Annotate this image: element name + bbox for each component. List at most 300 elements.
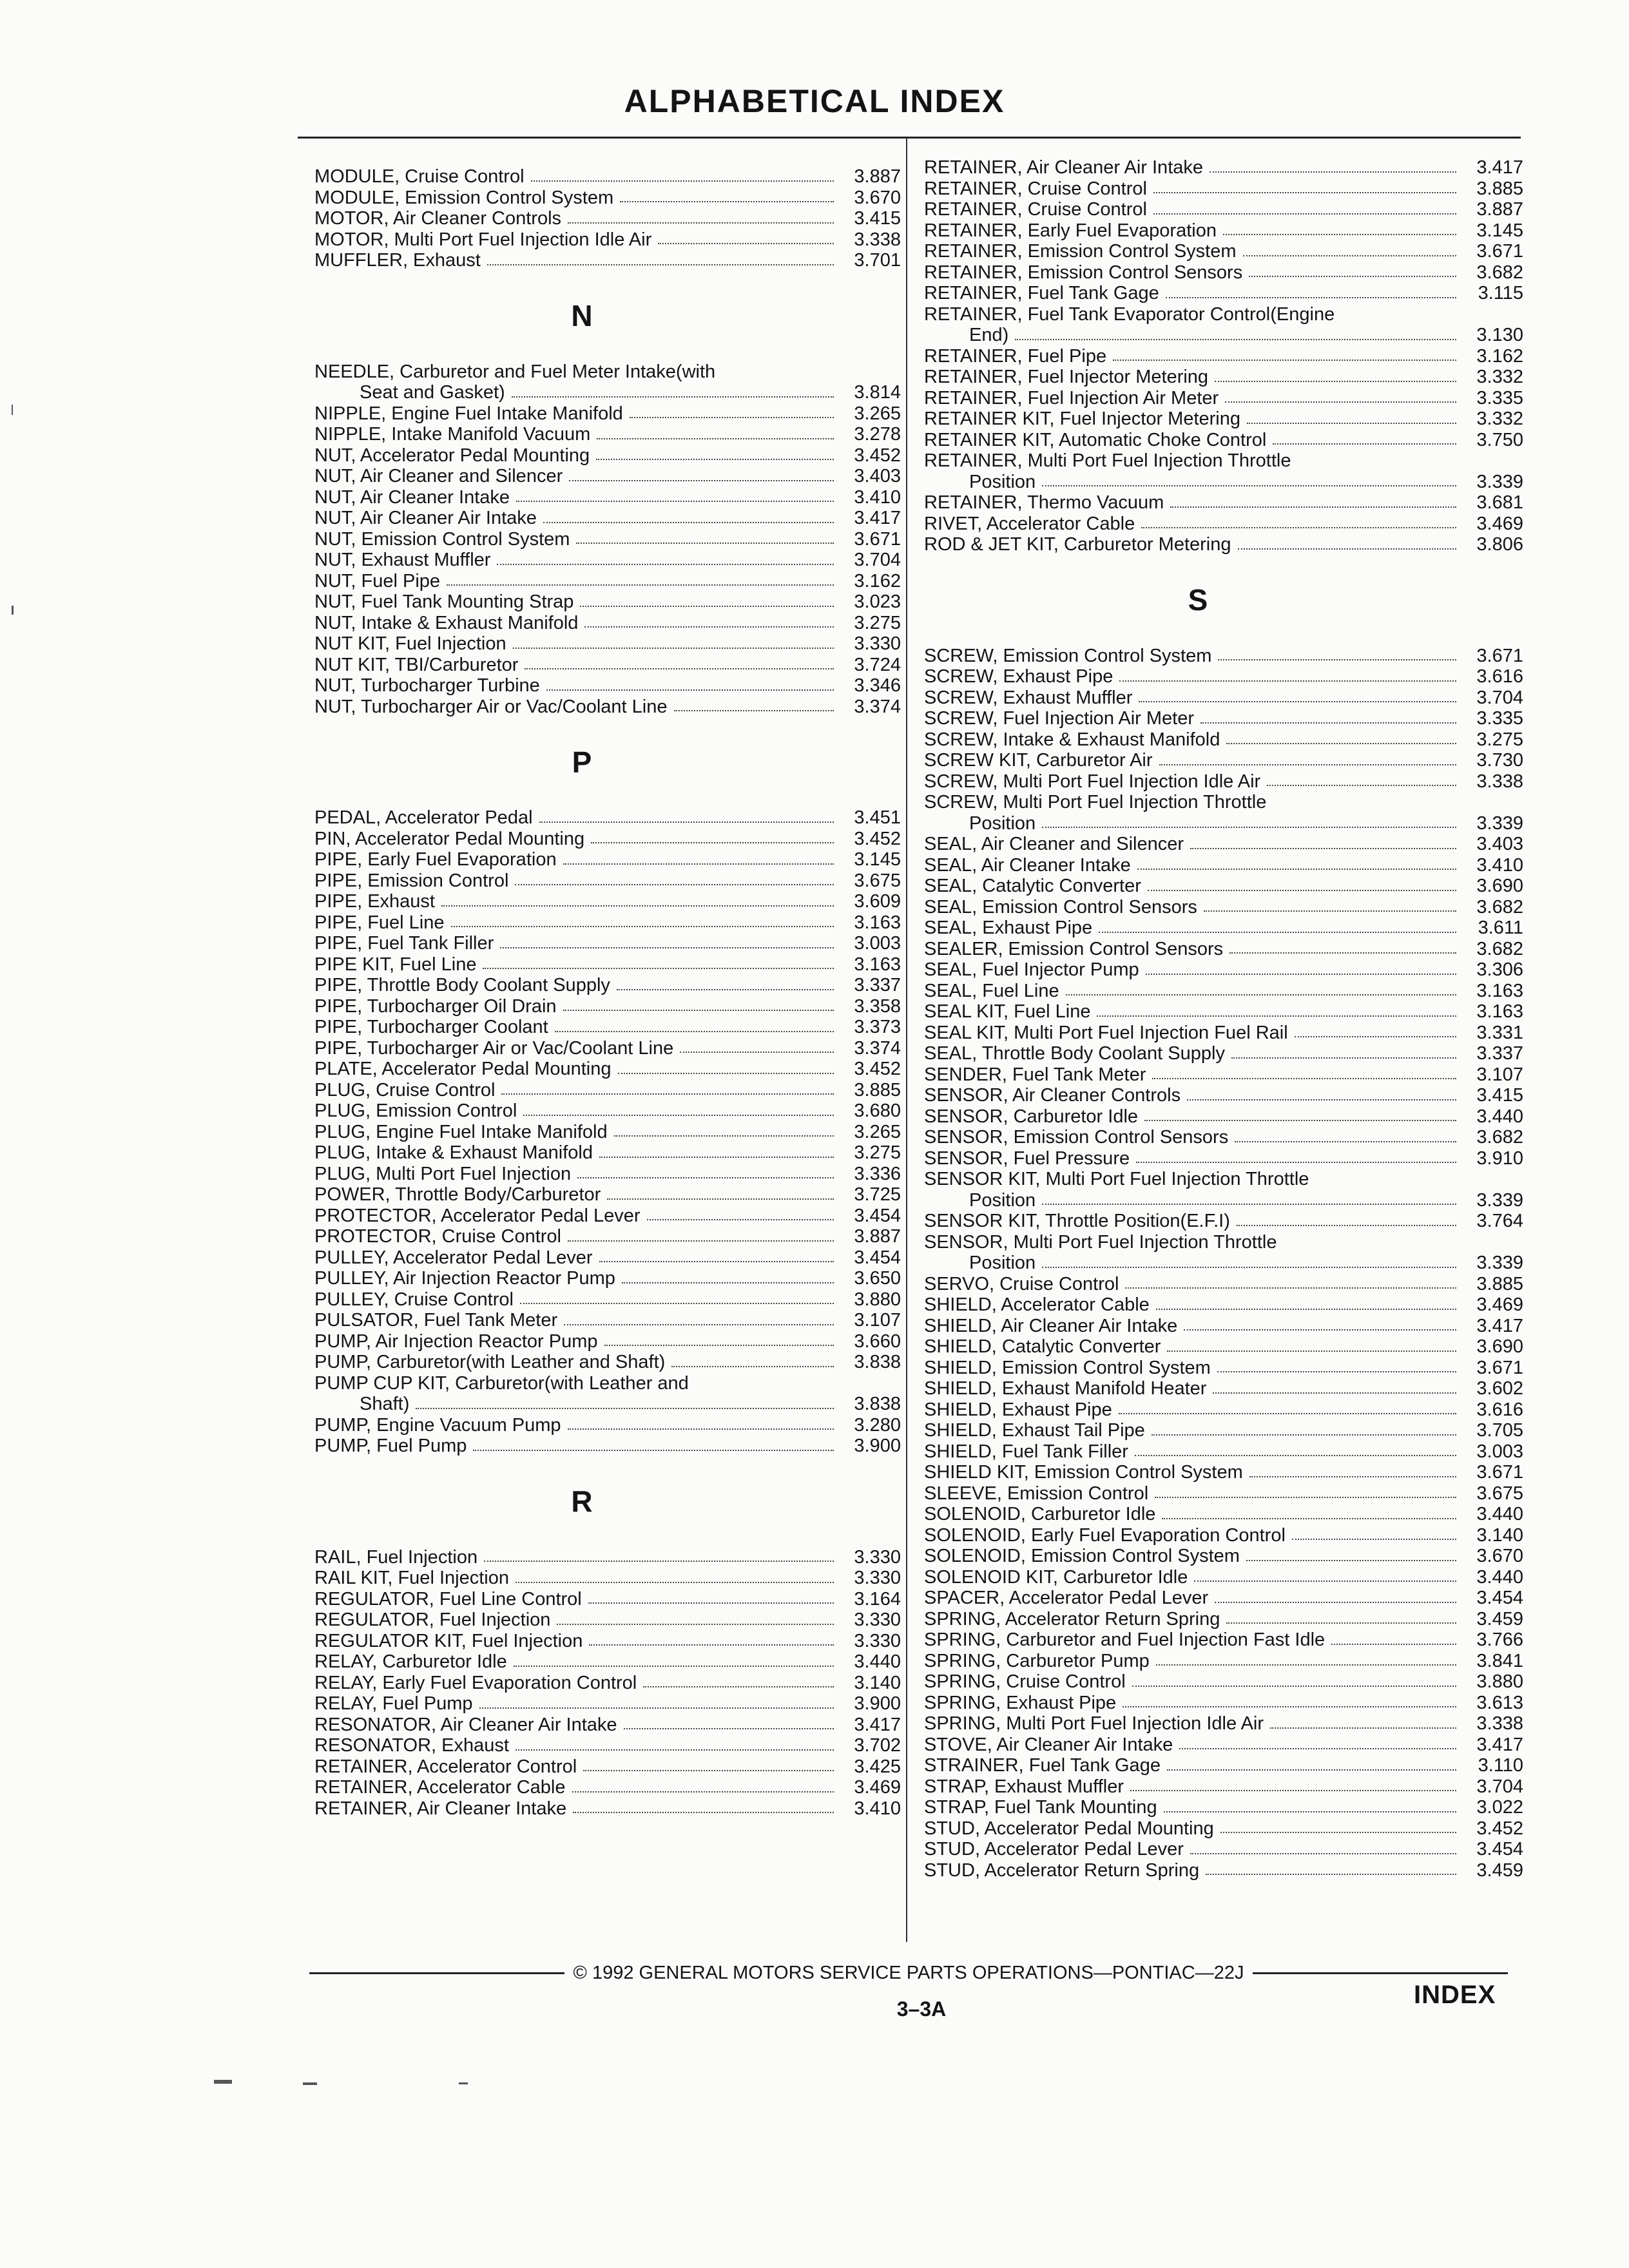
dot-leader	[630, 417, 834, 418]
index-entry	[314, 675, 901, 697]
entry-page-ref: 3.675	[854, 870, 901, 891]
dot-leader	[514, 1666, 834, 1667]
index-entry	[924, 157, 1523, 178]
index-entry	[924, 876, 1523, 897]
entry-page-ref: 3.704	[854, 550, 901, 570]
index-column-left	[314, 166, 901, 1819]
index-entry	[924, 918, 1523, 939]
index-entry	[314, 954, 901, 975]
dot-leader	[1206, 1874, 1456, 1875]
dot-leader	[568, 1240, 834, 1242]
entry-page-ref: 3.880	[1476, 1671, 1523, 1692]
index-entry-line	[314, 361, 901, 383]
entry-page-ref: 3.885	[1476, 178, 1523, 199]
entry-text: SHIELD, Emission Control System	[924, 1357, 1211, 1378]
dot-leader	[1187, 1099, 1456, 1100]
index-entry	[314, 849, 901, 870]
index-entry	[314, 807, 901, 829]
entry-text: Position	[969, 1189, 1036, 1211]
entry-page-ref: 3.339	[1476, 1253, 1523, 1273]
index-entry	[314, 1693, 901, 1715]
entry-page-ref: 3.682	[1476, 896, 1523, 918]
entry-text: STOVE, Air Cleaner Air Intake	[924, 1734, 1173, 1755]
dot-leader	[1167, 1769, 1456, 1771]
entry-page-ref: 3.410	[854, 486, 901, 508]
dot-leader	[1249, 276, 1456, 277]
entry-page-ref: 3.887	[854, 1226, 901, 1247]
dot-leader	[572, 1791, 834, 1792]
index-entry	[924, 708, 1523, 729]
dot-leader	[1194, 1581, 1456, 1582]
index-entry	[924, 1818, 1523, 1840]
entry-text: SHIELD, Exhaust Manifold Heater	[924, 1378, 1207, 1399]
dot-leader	[573, 1812, 834, 1813]
entry-page-ref: 3.145	[1476, 220, 1523, 241]
entry-page-ref: 3.682	[1476, 1127, 1523, 1148]
entry-text: PUMP CUP KIT, Carburetor(with Leather and	[314, 1372, 689, 1394]
entry-text: SENSOR, Air Cleaner Controls	[924, 1085, 1181, 1106]
entry-page-ref: 3.003	[854, 933, 901, 954]
entry-text: RAIL, Fuel Injection	[314, 1546, 478, 1568]
dot-leader	[589, 1644, 834, 1646]
entry-text: PUMP, Air Injection Reactor Pump	[314, 1331, 598, 1352]
entry-page-ref: 3.337	[854, 975, 901, 995]
entry-page-ref: 3.373	[854, 1017, 901, 1037]
entry-text: SPRING, Multi Port Fuel Injection Idle Air	[924, 1713, 1264, 1734]
index-entry	[314, 591, 901, 613]
entry-text: Position	[969, 812, 1036, 834]
entry-text: RIVET, Accelerator Cable	[924, 513, 1135, 534]
dot-leader	[620, 201, 834, 202]
entry-text: PUMP, Carburetor(with Leather and Shaft)	[314, 1352, 666, 1372]
index-entry	[314, 1017, 901, 1038]
entry-page-ref: 3.609	[854, 891, 901, 912]
entry-text: NUT KIT, TBI/Carburetor	[314, 654, 519, 675]
dot-leader	[516, 501, 834, 502]
index-entry	[314, 891, 901, 912]
dot-leader	[1141, 527, 1456, 528]
entry-text: SOLENOID, Emission Control System	[924, 1546, 1240, 1566]
dot-leader	[1270, 1727, 1456, 1729]
entry-text: SENSOR KIT, Multi Port Fuel Injection Throttle	[924, 1169, 1309, 1189]
section-letter-s: S	[1188, 583, 1208, 617]
index-entry	[314, 633, 901, 655]
dot-leader	[599, 1157, 834, 1158]
index-entry	[314, 697, 901, 718]
entry-page-ref: 3.417	[854, 508, 901, 528]
index-entry	[924, 388, 1523, 409]
entry-text: PULLEY, Accelerator Pedal Lever	[314, 1247, 593, 1268]
entry-page-ref: 3.671	[1476, 1462, 1523, 1483]
dot-leader	[1295, 1036, 1456, 1037]
scan-artifact	[12, 405, 13, 415]
dot-leader	[1229, 952, 1456, 954]
dot-leader	[1246, 1560, 1456, 1561]
dot-leader	[1231, 1057, 1456, 1059]
index-entry	[924, 1336, 1523, 1358]
index-entry	[924, 959, 1523, 981]
dot-leader	[643, 1686, 834, 1687]
index-entry-line	[924, 792, 1523, 813]
index-entry	[924, 325, 1523, 346]
entry-page-ref: 3.670	[1476, 1546, 1523, 1566]
dot-leader	[1223, 234, 1456, 235]
index-entry	[314, 1436, 901, 1457]
dot-leader	[1164, 1811, 1456, 1812]
entry-page-ref: 3.660	[854, 1331, 901, 1352]
entry-page-ref: 3.806	[1476, 534, 1523, 555]
dot-leader	[569, 480, 834, 481]
index-entry	[924, 534, 1523, 555]
index-entry	[924, 1316, 1523, 1337]
entry-page-ref: 3.452	[1476, 1818, 1523, 1839]
entry-text: REGULATOR KIT, Fuel Injection	[314, 1630, 583, 1651]
section-letter-r: R	[571, 1485, 593, 1519]
entry-page-ref: 3.682	[1476, 938, 1523, 959]
entry-text: PIN, Accelerator Pedal Mounting	[314, 828, 585, 849]
entry-page-ref: 3.374	[854, 696, 901, 717]
entry-page-ref: 3.670	[854, 187, 901, 208]
entry-text: SENDER, Fuel Tank Meter	[924, 1064, 1146, 1085]
dot-leader	[596, 459, 834, 460]
entry-page-ref: 3.440	[1476, 1504, 1523, 1524]
entry-page-ref: 3.339	[1476, 1189, 1523, 1211]
index-entry	[924, 1776, 1523, 1798]
entry-page-ref: 3.330	[854, 1568, 901, 1588]
footer-rule-right	[1253, 1972, 1508, 1974]
entry-page-ref: 3.163	[854, 912, 901, 933]
entry-page-ref: 3.306	[1476, 959, 1523, 980]
entry-text: SEAL KIT, Multi Port Fuel Injection Fuel Rail	[924, 1022, 1288, 1043]
index-entry	[924, 981, 1523, 1002]
entry-page-ref: 3.275	[854, 612, 901, 633]
dot-leader	[483, 968, 834, 969]
index-entry	[314, 508, 901, 529]
index-entry	[924, 472, 1523, 493]
entry-page-ref: 3.690	[1476, 1336, 1523, 1357]
entry-page-ref: 3.140	[1476, 1524, 1523, 1546]
entry-text: SHIELD KIT, Emission Control System	[924, 1462, 1243, 1483]
entry-text: NUT, Air Cleaner Air Intake	[314, 508, 537, 528]
entry-text: NEEDLE, Carburetor and Fuel Meter Intake(with	[314, 361, 716, 382]
entry-page-ref: 3.766	[1476, 1629, 1523, 1650]
dot-leader	[1153, 213, 1456, 215]
index-entry	[924, 1001, 1523, 1023]
dot-leader	[1166, 297, 1456, 298]
index-entry	[924, 1629, 1523, 1651]
entry-page-ref: 3.671	[1476, 241, 1523, 262]
dot-leader	[1156, 1664, 1456, 1666]
entry-text: PIPE, Throttle Body Coolant Supply	[314, 975, 610, 995]
entry-text: STUD, Accelerator Return Spring	[924, 1860, 1200, 1881]
index-entry	[314, 208, 901, 229]
entry-text: SCREW, Multi Port Fuel Injection Throttle	[924, 792, 1267, 812]
index-entry	[924, 1420, 1523, 1441]
entry-page-ref: 3.425	[854, 1756, 901, 1777]
dot-leader	[1119, 1413, 1456, 1414]
index-entry	[314, 1122, 901, 1143]
entry-page-ref: 3.440	[854, 1651, 901, 1672]
index-entry	[924, 1043, 1523, 1064]
dot-leader	[1139, 701, 1456, 702]
entry-text: RETAINER, Air Cleaner Air Intake	[924, 157, 1204, 178]
dot-leader	[1179, 1748, 1456, 1749]
entry-page-ref: 3.459	[1476, 1860, 1523, 1881]
entry-page-ref: 3.338	[1476, 771, 1523, 792]
index-entry-line	[924, 1169, 1523, 1190]
entry-text: NUT, Air Cleaner Intake	[314, 486, 510, 508]
entry-text: RETAINER, Multi Port Fuel Injection Throttle	[924, 450, 1291, 471]
scan-artifact	[459, 2082, 468, 2084]
index-entry	[314, 1206, 901, 1227]
index-entry	[924, 1651, 1523, 1672]
index-entry	[314, 655, 901, 676]
index-entry	[924, 1525, 1523, 1546]
entry-text: RETAINER, Thermo Vacuum	[924, 492, 1164, 513]
entry-text: RELAY, Early Fuel Evaporation Control	[314, 1672, 637, 1693]
index-entry	[314, 382, 901, 403]
entry-page-ref: 3.417	[1476, 157, 1523, 178]
entry-text: PIPE KIT, Fuel Line	[314, 954, 477, 975]
dot-leader	[1042, 827, 1456, 828]
entry-page-ref: 3.452	[854, 445, 901, 466]
entry-page-ref: 3.110	[1478, 1755, 1523, 1776]
entry-text: SHIELD, Accelerator Cable	[924, 1294, 1150, 1315]
entry-text: Position	[969, 1253, 1036, 1273]
index-entry	[314, 250, 901, 271]
dot-leader	[531, 180, 834, 182]
dot-leader	[512, 396, 834, 398]
dot-leader	[501, 1093, 834, 1095]
index-entry	[924, 1106, 1523, 1128]
index-entry	[924, 220, 1523, 242]
dot-leader	[563, 1010, 834, 1011]
entry-text: RETAINER, Emission Control Sensors	[924, 262, 1243, 283]
entry-text: SHIELD, Catalytic Converter	[924, 1336, 1161, 1357]
entry-text: PLUG, Emission Control	[314, 1100, 517, 1121]
index-entry	[924, 367, 1523, 388]
index-entry	[314, 1415, 901, 1436]
scan-artifact	[303, 2082, 317, 2085]
index-entry	[314, 1184, 901, 1206]
dot-leader	[618, 1073, 834, 1074]
entry-text: SOLENOID KIT, Carburetor Idle	[924, 1566, 1188, 1588]
dot-leader	[583, 1770, 834, 1771]
entry-page-ref: 3.469	[1476, 513, 1523, 534]
index-entry	[314, 445, 901, 466]
entry-text: SPRING, Carburetor and Fuel Injection Fast Idle	[924, 1629, 1325, 1650]
entry-text: SPACER, Accelerator Pedal Lever	[924, 1588, 1209, 1608]
entry-text: RESONATOR, Air Cleaner Air Intake	[314, 1714, 617, 1735]
dot-leader	[500, 947, 834, 948]
dot-leader	[473, 1450, 834, 1451]
entry-page-ref: 3.339	[1476, 471, 1523, 492]
page-title: ALPHABETICAL INDEX	[624, 83, 1005, 119]
header-rule	[298, 137, 1521, 139]
entry-page-ref: 3.107	[854, 1310, 901, 1331]
index-entry	[314, 1226, 901, 1247]
entry-text: MUFFLER, Exhaust	[314, 250, 481, 271]
entry-page-ref: 3.459	[1476, 1608, 1523, 1629]
index-entry	[924, 1735, 1523, 1756]
entry-text: SENSOR, Emission Control Sensors	[924, 1127, 1229, 1148]
index-entry	[924, 855, 1523, 876]
index-entry	[924, 1190, 1523, 1211]
entry-text: MODULE, Emission Control System	[314, 187, 614, 208]
entry-page-ref: 3.265	[854, 1121, 901, 1142]
dot-leader	[1225, 401, 1456, 403]
entry-text: RESONATOR, Exhaust	[314, 1735, 509, 1756]
dot-leader	[1292, 1539, 1456, 1540]
entry-text: RETAINER, Fuel Tank Evaporator Control(Engine	[924, 303, 1335, 325]
entry-page-ref: 3.163	[854, 954, 901, 975]
dot-leader	[441, 905, 834, 907]
entry-page-ref: 3.887	[854, 166, 901, 187]
index-entry	[314, 933, 901, 954]
index-entry	[924, 1294, 1523, 1316]
dot-leader	[1066, 994, 1456, 995]
entry-text: NUT, Intake & Exhaust Manifold	[314, 612, 579, 633]
dot-leader	[1218, 659, 1456, 660]
entry-text: SHIELD, Exhaust Tail Pipe	[924, 1420, 1145, 1441]
entry-text: SHIELD, Exhaust Pipe	[924, 1399, 1112, 1420]
entry-page-ref: 3.417	[1476, 1734, 1523, 1755]
dot-leader	[1235, 1141, 1456, 1142]
entry-page-ref: 3.681	[1476, 492, 1523, 513]
entry-text: RETAINER, Fuel Injection Air Meter	[924, 387, 1219, 408]
entry-text: MODULE, Cruise Control	[314, 166, 525, 187]
dot-leader	[1152, 1078, 1456, 1079]
dot-leader	[1155, 1497, 1456, 1498]
dot-leader	[584, 626, 834, 628]
dot-leader	[1238, 548, 1456, 550]
index-entry	[924, 666, 1523, 687]
dot-leader	[1042, 485, 1456, 486]
entry-page-ref: 3.440	[1476, 1106, 1523, 1127]
entry-page-ref: 3.702	[854, 1735, 901, 1756]
dot-leader	[1247, 423, 1456, 424]
entry-text: SCREW, Emission Control System	[924, 645, 1212, 666]
entry-text: PIPE, Fuel Line	[314, 912, 445, 933]
index-entry	[924, 262, 1523, 284]
scan-artifact	[12, 606, 14, 615]
index-entry	[924, 687, 1523, 709]
entry-page-ref: 3.454	[1476, 1839, 1523, 1860]
dot-leader	[1125, 1287, 1456, 1289]
entry-text: PULLEY, Air Injection Reactor Pump	[314, 1268, 615, 1289]
dot-leader	[516, 1749, 834, 1751]
index-entry	[924, 750, 1523, 771]
dot-leader	[1210, 171, 1456, 173]
entry-text: PIPE, Turbocharger Oil Drain	[314, 995, 557, 1017]
dot-leader	[1190, 848, 1456, 849]
entry-page-ref: 3.887	[1476, 199, 1523, 220]
index-entry	[314, 1589, 901, 1610]
entry-page-ref: 3.452	[854, 1059, 901, 1079]
entry-page-ref: 3.454	[854, 1247, 901, 1268]
entry-text: SENSOR, Multi Port Fuel Injection Throttle	[924, 1231, 1277, 1253]
index-entry	[924, 813, 1523, 834]
entry-text: NUT, Turbocharger Air or Vac/Coolant Line	[314, 696, 668, 717]
entry-page-ref: 3.682	[1476, 262, 1523, 283]
entry-text: SEAL, Air Cleaner Intake	[924, 854, 1131, 876]
entry-page-ref: 3.330	[854, 1546, 901, 1568]
dot-leader	[607, 1198, 834, 1200]
entry-text: NUT, Exhaust Muffler	[314, 550, 491, 570]
dot-leader	[1130, 1790, 1456, 1791]
entry-text: Shaft)	[360, 1394, 410, 1414]
entry-text: PIPE, Exhaust	[314, 891, 435, 912]
dot-leader	[617, 989, 834, 990]
footer	[309, 1963, 1508, 1984]
entry-page-ref: 3.704	[1476, 1776, 1523, 1797]
index-entry	[314, 1651, 901, 1673]
dot-leader	[1152, 1434, 1456, 1436]
entry-page-ref: 3.164	[854, 1588, 901, 1610]
dot-leader	[1137, 869, 1456, 870]
entry-text: PIPE, Emission Control	[314, 870, 509, 891]
index-entry	[314, 1568, 901, 1589]
index-entry	[924, 1399, 1523, 1421]
dot-leader	[447, 584, 834, 586]
entry-text: ROD & JET KIT, Carburetor Metering	[924, 534, 1231, 555]
entry-text: PIPE, Early Fuel Evaporation	[314, 849, 557, 870]
page-number: 3–3A	[896, 1997, 947, 2021]
entry-page-ref: 3.841	[1476, 1650, 1523, 1671]
entry-page-ref: 3.616	[1476, 666, 1523, 687]
entry-page-ref: 3.330	[854, 1610, 901, 1630]
index-entry	[924, 1274, 1523, 1295]
entry-text: RELAY, Carburetor Idle	[314, 1651, 507, 1672]
dot-leader	[523, 1115, 834, 1116]
dot-leader	[520, 1303, 834, 1304]
entry-page-ref: 3.358	[854, 995, 901, 1017]
index-entry	[314, 1331, 901, 1352]
entry-text: NUT KIT, Fuel Injection	[314, 633, 506, 654]
dot-leader	[1331, 1644, 1456, 1645]
entry-text: NUT, Accelerator Pedal Mounting	[314, 445, 590, 466]
dot-leader	[1213, 1392, 1456, 1394]
entry-page-ref: 3.145	[854, 849, 901, 870]
entry-page-ref: 3.764	[1476, 1211, 1523, 1231]
entry-text: PEDAL, Accelerator Pedal	[314, 807, 533, 828]
index-entry	[924, 408, 1523, 430]
entry-page-ref: 3.335	[1476, 387, 1523, 408]
index-entry	[924, 1671, 1523, 1693]
dot-leader	[555, 1031, 834, 1032]
index-entry	[924, 1588, 1523, 1609]
entry-text: Seat and Gasket)	[360, 382, 505, 403]
entry-page-ref: 3.331	[1476, 1022, 1523, 1043]
dot-leader	[563, 863, 834, 865]
index-entry	[314, 1038, 901, 1059]
entry-page-ref: 3.163	[1476, 980, 1523, 1001]
dot-leader	[487, 264, 834, 265]
dot-leader	[568, 1428, 834, 1430]
index-entry	[314, 403, 901, 425]
entry-page-ref: 3.724	[854, 654, 901, 675]
entry-page-ref: 3.910	[1476, 1148, 1523, 1169]
index-entry	[314, 529, 901, 550]
index-entry	[314, 912, 901, 934]
entry-page-ref: 3.140	[854, 1672, 901, 1693]
entry-text: PROTECTOR, Cruise Control	[314, 1226, 561, 1247]
index-entry	[314, 571, 901, 592]
index-entry	[924, 939, 1523, 960]
dot-leader	[568, 222, 834, 224]
dot-leader	[1042, 1204, 1456, 1205]
dot-leader	[680, 1052, 834, 1053]
